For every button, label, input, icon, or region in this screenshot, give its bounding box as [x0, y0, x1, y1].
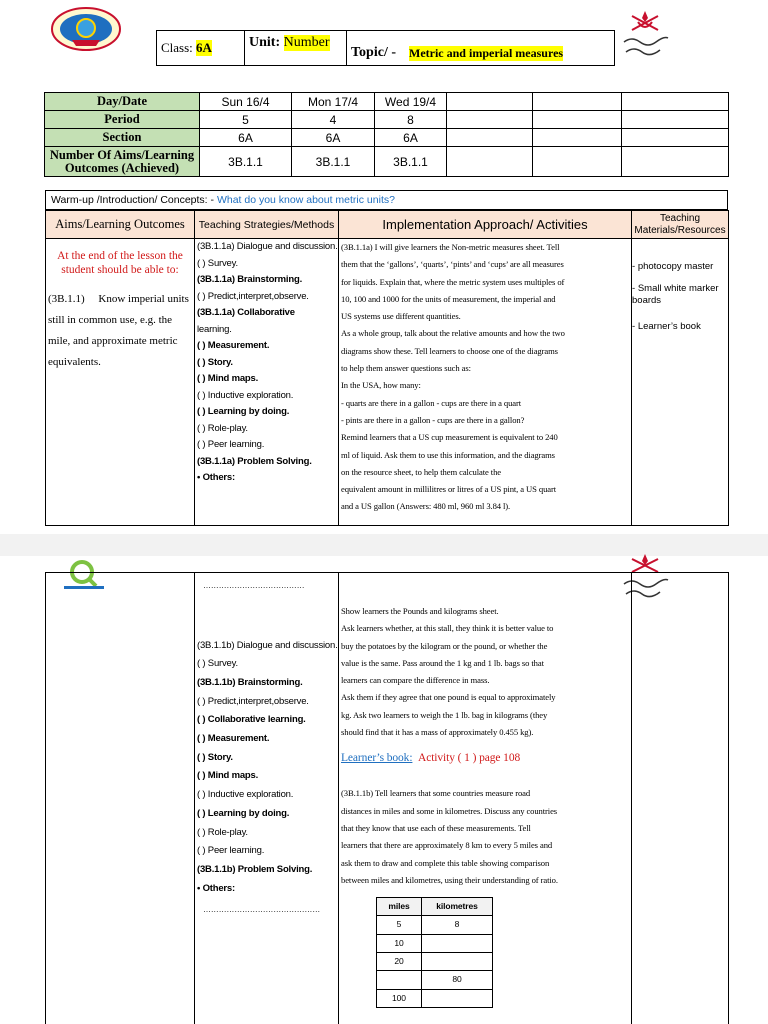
warmup-question: What do you know about metric units? [216, 194, 395, 206]
strategies-cell-1 [195, 239, 339, 526]
strategy-item: (3B.1.1a) Brainstorming. [197, 274, 303, 285]
strategy-item: (3B.1.1a) Problem Solving. [197, 455, 312, 467]
conv-cell: 10 [377, 934, 422, 952]
implementation-line: on the resource sheet, to help them calculate the [341, 466, 501, 477]
schedule-cell [622, 111, 729, 129]
warmup-label: Warm-up /Introduction/ Concepts: - [51, 194, 215, 206]
schedule-cell: 3B.1.1 [200, 147, 292, 177]
book-activity: Activity ( 1 ) page 108 [417, 752, 521, 765]
schedule-cell [533, 147, 622, 177]
implementation-line: ml of liquid. Ask them to use this information, and the diagrams [341, 449, 555, 460]
implementation-line: and a US gallon (Answers: 480 ml, 960 ml 3.84 l). [341, 501, 511, 512]
col-implementation-header: Implementation Approach/ Activities [339, 211, 632, 239]
school-logo [50, 6, 122, 52]
schedule-row-label: Number Of Aims/Learning Outcomes (Achieved) [45, 147, 200, 177]
strategy-item: ( ) Learning by doing. [197, 406, 290, 417]
class-label: Class: [161, 40, 193, 55]
conv-cell [422, 953, 493, 971]
implementation-line: In the USA, how many: [341, 380, 421, 391]
aims-code: (3B.1.1) [48, 293, 85, 305]
conv-header-row [377, 898, 493, 916]
implementation-line: Remind learners that a US cup measurement is equivalent to 240 [341, 432, 558, 443]
class-value: 6A [196, 40, 212, 55]
strategy-item: ( ) Mind maps. [197, 373, 259, 384]
implementation-line: buy the potatoes by the kilogram or the pound, or whether the [341, 640, 548, 651]
implementation-cell-2 [339, 573, 632, 1024]
conv-row [377, 989, 493, 1007]
implementation-line: should find that it has a mass of approximately 0.455 kg). [341, 727, 534, 738]
dots-line-bottom: ……………………………………… [203, 905, 321, 915]
ministry-emblem [620, 8, 670, 64]
implementation-line: to help them answer questions such as: [341, 363, 471, 374]
schedule-cell [447, 93, 533, 111]
schedule-cell: 8 [375, 111, 447, 129]
schedule-row-label: Day/Date [45, 93, 200, 111]
implementation-line: distances in miles and some in kilometres. Discuss any countries [341, 805, 558, 816]
strategy-item: ( ) Measurement. [197, 340, 270, 351]
material-item: - photocopy master [632, 261, 714, 272]
implementation-line: (3B.1.1b) Tell learners that some countries measure road [341, 788, 531, 799]
strategy-item: ( ) Mind maps. [197, 770, 259, 782]
conv-row [377, 916, 493, 934]
conv-header-cell: kilometres [422, 898, 493, 916]
unit-label: Unit: [249, 35, 281, 50]
header-box [156, 30, 615, 66]
strategy-item: (3B.1.1b) Problem Solving. [197, 863, 313, 875]
material-item: - Small white marker boards [632, 283, 719, 306]
schedule-cell: 3B.1.1 [292, 147, 375, 177]
schedule-cell [447, 129, 533, 147]
strategy-item: (3B.1.1b) Brainstorming. [197, 676, 303, 688]
implementation-line: Ask them if they agree that one pound is equal to approximately [341, 692, 556, 703]
schedule-cell: 4 [292, 111, 375, 129]
class-field [157, 31, 245, 65]
learners-book-link[interactable]: Learner’s book: [341, 752, 413, 765]
schedule-cell: Mon 17/4 [292, 93, 375, 111]
conv-cell: 8 [422, 916, 493, 934]
miles-km-table [376, 897, 493, 1008]
implementation-line: between miles and kilometres, using their understanding of ratio. [341, 874, 558, 885]
strategy-item: ( ) Inductive exploration. [197, 789, 294, 801]
implementation-line: them that the ‘gallons’, ‘quarts’, ‘pints’ and ‘cups’ are all measures [341, 259, 564, 270]
lesson-table-1 [45, 210, 729, 526]
material-item: - Learner’s book [632, 321, 701, 332]
schedule-cell [622, 93, 729, 111]
conv-cell: 20 [377, 953, 422, 971]
strategy-item: ( ) Learning by doing. [197, 807, 290, 819]
lesson-table-2 [45, 572, 729, 1024]
schedule-cell: 5 [200, 111, 292, 129]
implementation-line: value is the same. Pass around the 1 kg and 1 lb. bags so that [341, 657, 544, 668]
implementation-line: learners that there are approximately 8 km to every 5 miles and [341, 840, 553, 851]
implementation-line: - pints are there in a gallon - cups are there in a gallon? [341, 414, 525, 425]
implementation-line: - quarts are there in a gallon - cups are there in a quart [341, 397, 522, 408]
strategy-item: (3B.1.1a) Collaborative [197, 307, 295, 318]
schedule-row [45, 147, 729, 177]
conv-row [377, 934, 493, 952]
implementation-line: kg. Ask two learners to weigh the 1 lb. bag in kilograms (they [341, 709, 548, 720]
implementation-line: Ask learners whether, at this stall, they think it is better value to [341, 623, 554, 634]
strategy-item: ( ) Peer learning. [197, 845, 265, 857]
schedule-cell: 6A [375, 129, 447, 147]
strategy-item: • Others: [197, 472, 235, 483]
implementation-line: Show learners the Pounds and kilograms sheet. [341, 606, 499, 616]
strategy-item: ( ) Survey. [197, 257, 238, 269]
schedule-cell [533, 93, 622, 111]
aims-intro: At the end of the lesson the student should be able to: [57, 250, 183, 276]
schedule-cell [447, 111, 533, 129]
strategy-item: ( ) Inductive exploration. [197, 389, 294, 401]
aims-cell [46, 239, 195, 526]
warmup-bar [45, 190, 728, 210]
schedule-cell [533, 129, 622, 147]
implementation-cell-1 [339, 239, 632, 526]
schedule-table [44, 92, 729, 177]
schedule-cell: Wed 19/4 [375, 93, 447, 111]
strategy-item: ( ) Predict,interpret,observe. [197, 290, 309, 302]
schedule-row [45, 111, 729, 129]
conv-header-cell: miles [377, 898, 422, 916]
schedule-cell: 3B.1.1 [375, 147, 447, 177]
implementation-line: ask them to draw and complete this table showing comparison [341, 857, 550, 868]
topic-field [347, 31, 614, 65]
conv-cell: 100 [377, 989, 422, 1007]
strategy-item: • Others: [197, 882, 235, 894]
strategy-item: ( ) Story. [197, 751, 233, 763]
strategy-item: ( ) Measurement. [197, 733, 270, 745]
strategy-item: ( ) Survey. [197, 658, 238, 670]
schedule-cell [622, 129, 729, 147]
schedule-cell [533, 111, 622, 129]
unit-value: Number [283, 35, 330, 50]
implementation-line: that they know that use each of these measurements. Tell [341, 822, 531, 833]
aims-cell-2 [46, 573, 195, 1024]
schedule-cell: Sun 16/4 [200, 93, 292, 111]
col-materials-header: Teaching Materials/Resources [632, 211, 729, 239]
schedule-cell: 6A [292, 129, 375, 147]
topic-label: Topic/ - [351, 45, 396, 60]
conv-row [377, 971, 493, 989]
implementation-line: diagrams show these. Tell learners to choose one of the diagrams [341, 345, 558, 356]
conv-cell: 80 [422, 971, 493, 989]
schedule-cell: 6A [200, 129, 292, 147]
col-aims-header: Aims/Learning Outcomes [46, 211, 195, 239]
strategy-item: ( ) Role-play. [197, 826, 248, 838]
strategy-item: (3B.1.1b) Dialogue and discussion. [197, 639, 338, 651]
schedule-row-label: Section [45, 129, 200, 147]
unit-field [245, 31, 347, 65]
schedule-cell [447, 147, 533, 177]
aims-text: Know imperial units still in common use, e.g. the mile, and approximate metric equivalents. [48, 293, 189, 368]
strategy-item: ( ) Predict,interpret,observe. [197, 695, 309, 707]
schedule-cell [622, 147, 729, 177]
conv-cell [377, 971, 422, 989]
strategies-cell-2 [195, 573, 339, 1024]
implementation-line: As a whole group, talk about the relative amounts and how the two [341, 328, 565, 339]
conv-row [377, 953, 493, 971]
strategy-item: ( ) Peer learning. [197, 439, 265, 450]
strategy-item: ( ) Story. [197, 356, 233, 368]
dots-line: ………………………………… [203, 581, 305, 590]
implementation-line: (3B.1.1a) I will give learners the Non-metric measures sheet. Tell [341, 242, 560, 252]
strategy-item: ( ) Role-play. [197, 422, 248, 434]
schedule-row-label: Period [45, 111, 200, 129]
materials-cell [632, 239, 729, 526]
col-strategies-header: Teaching Strategies/Methods [195, 211, 339, 239]
implementation-line: equivalent amount in millilitres or litres of a US pint, a US quart [341, 484, 557, 495]
implementation-line: learners can compare the difference in mass. [341, 675, 490, 686]
materials-cell-2 [632, 573, 729, 1024]
schedule-row [45, 129, 729, 147]
topic-value: Metric and imperial measures [409, 46, 564, 60]
conv-cell [422, 989, 493, 1007]
implementation-line: for liquids. Explain that, where the metric system uses multiples of [341, 276, 565, 287]
strategy-item: ( ) Collaborative learning. [197, 714, 306, 726]
implementation-line: 10, 100 and 1000 for the units of measurement, the imperial and [341, 293, 556, 304]
strategy-item: (3B.1.1a) Dialogue and discussion. [197, 241, 338, 252]
conv-cell: 5 [377, 916, 422, 934]
conv-cell [422, 934, 493, 952]
schedule-row [45, 93, 729, 111]
strategy-item: learning. [197, 323, 232, 335]
implementation-line: US systems use different quantities. [341, 311, 461, 322]
